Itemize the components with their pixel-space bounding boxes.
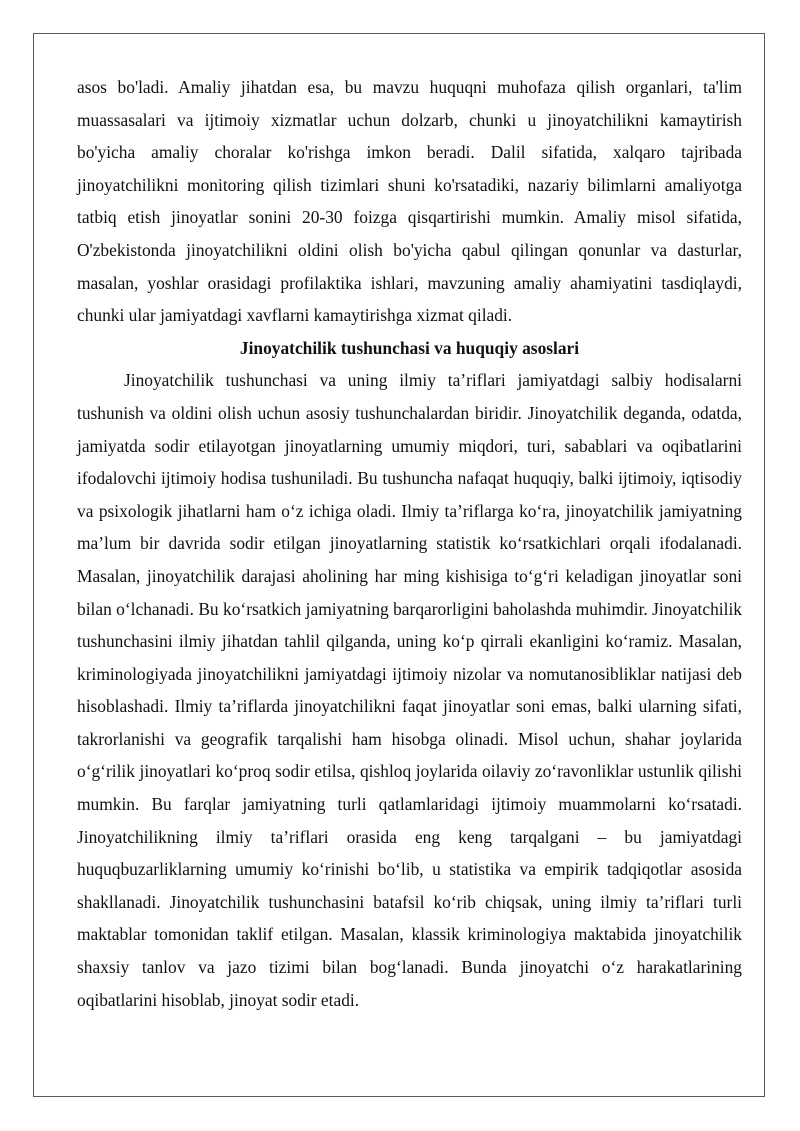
paragraph-continuation: asos bo'ladi. Amaliy jihatdan esa, bu mavzu huquqni muhofaza qilish organlari, ta'lim muassasalari va ijtimoiy xizmatlar uchun dolzarb, chunki u jinoyatchilikni kamaytirish bo'yicha amaliy choralar ko'rishga imkon beradi. Dalil sifatida, xalqaro tajribada jinoyatchilikni monitoring qilish tizimlari shuni ko'rsatadiki, nazariy bilimlarni amaliyotga tatbiq etish jinoyatlar sonini 20-30 foizga qisqartirishi mumkin. Amaliy misol sifatida, O'zbekistonda jinoyatchilikni oldini olish bo'yicha qabul qilingan qonunlar va dasturlar, masalan, yoshlar orasidagi profilaktika ishlari, mavzuning amaliy ahamiyatini tasdiqlaydi, chunki ular jamiyatdagi xavflarni kamaytirishga xizmat qiladi. bbox=[77, 77, 742, 326]
section-heading: Jinoyatchilik tushunchasi va huquqiy asoslari bbox=[239, 337, 580, 358]
document-body bbox=[77, 71, 742, 1016]
paragraph-main: Jinoyatchilik tushunchasi va uning ilmiy ta’riflari jamiyatdagi salbiy hodisalarni tushunish va oldini olish uchun asosiy tushunchalardan biridir. Jinoyatchilik deganda, odatda, jamiyatda sodir etilayotgan jinoyatlarning umumiy miqdori, turi, sabablari va oqibatlarini ifodalovchi ijtimoiy hodisa tushuniladi. Bu tushuncha nafaqat huquqiy, balki ijtimoiy, iqtisodiy va psixologik jihatlarni ham o‘z ichiga oladi. Ilmiy ta’riflarga ko‘ra, jinoyatchilik jamiyatning ma’lum bir davrida sodir etilgan jinoyatlarning statistik ko‘rsatkichlari orqali ifodalanadi. Masalan, jinoyatchilik darajasi aholining har ming kishisiga to‘g‘ri keladigan jinoyatlar soni bilan o‘lchanadi. Bu ko‘rsatkich jamiyatning barqarorligini baholashda muhimdir. Jinoyatchilik tushunchasini ilmiy jihatdan tahlil qilganda, uning ko‘p qirrali ekanligini ko‘ramiz. Masalan, kriminologiyada jinoyatchilikni jamiyatdagi ijtimoiy nizolar va nomutanosibliklar natijasi deb hisoblashadi. Ilmiy ta’riflarda jinoyatchilikni faqat jinoyatlar soni emas, balki ularning sifati, takrorlanishi va geografik tarqalishi ham hisobga olinadi. Misol uchun, shahar joylarida o‘g‘rilik jinoyatlari ko‘proq sodir etilsa, qishloq joylarida oilaviy zo‘ravonliklar ustunlik qilishi mumkin. Bu farqlar jamiyatning turli qatlamlaridagi ijtimoiy muammolarni ko‘rsatadi. Jinoyatchilikning ilmiy ta’riflari orasida eng keng tarqalgani – bu jamiyatdagi huquqbuzarliklarning umumiy ko‘rinishi bo‘lib, u statistika va empirik tadqiqotlar asosida shakllanadi. Jinoyatchilik tushunchasini batafsil ko‘rib chiqsak, uning ilmiy ta’riflari turli maktablar tomonidan taklif etilgan. Masalan, klassik kriminologiya maktabida jinoyatchilik shaxsiy tanlov va jazo tizimi bilan bog‘lanadi. Bunda jinoyatchi o‘z harakatlarining oqibatlarini hisoblab, jinoyat sodir etadi. bbox=[77, 370, 742, 1010]
